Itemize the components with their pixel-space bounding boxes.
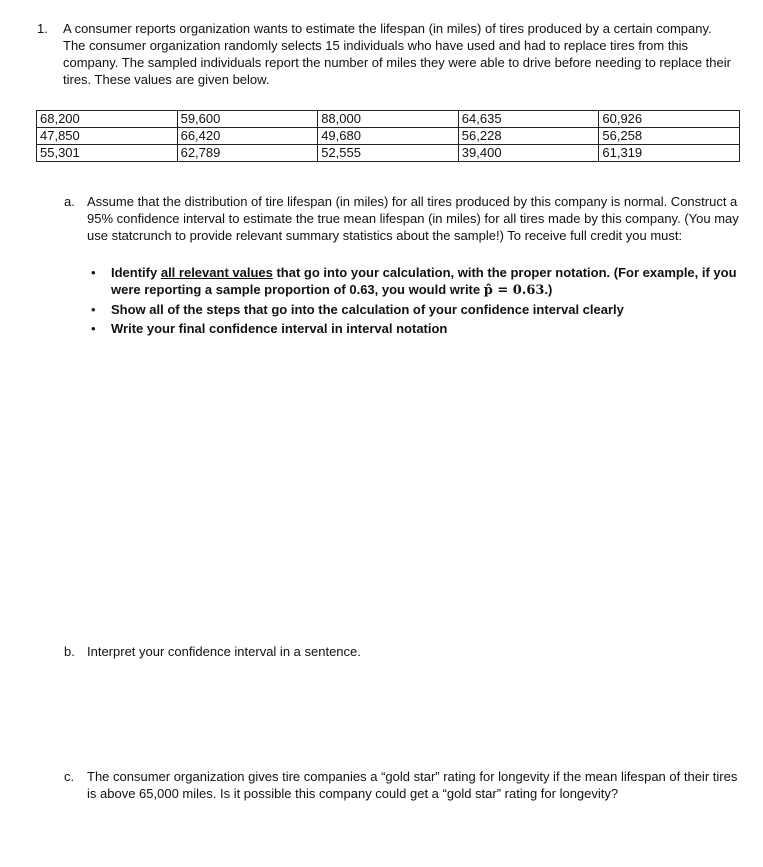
part-c-text: The consumer organization gives tire companies a “gold star” rating for longevity if the mean lifespan of their tires is above 65,000 miles. Is it possible this company could get a “gold star” rating for longevity? [87, 769, 738, 801]
part-a-label: a. [64, 194, 75, 209]
part-a [64, 193, 740, 244]
list-item [87, 301, 742, 318]
table-cell: 60,926 [599, 111, 740, 128]
requirements-list [87, 264, 742, 337]
table-cell: 66,420 [177, 128, 318, 145]
bullet-text: .) [544, 282, 553, 297]
tire-mileage-table [36, 110, 740, 162]
table-cell: 88,000 [318, 111, 459, 128]
bullet-text: Identify [111, 265, 161, 280]
part-b [64, 643, 740, 660]
question-text: A consumer reports organization wants to estimate the lifespan (in miles) of tires produced by a certain company. The consumer organization randomly selects 15 individuals who have used and had to replace tires from this company. The sampled individuals report the number of miles they were able to drive before needing to replace their tires. These values are given below. [63, 21, 731, 87]
question-number: 1. [37, 21, 48, 36]
table-row [37, 145, 740, 162]
table-cell: 49,680 [318, 128, 459, 145]
table-cell: 56,228 [458, 128, 599, 145]
table-cell: 64,635 [458, 111, 599, 128]
part-a-text: Assume that the distribution of tire lifespan (in miles) for all tires produced by this company is normal. Construct a 95% confidence interval to estimate the true mean lifespan (in miles) for all tires made by this company. (You may use statcrunch to provide relevant summary statistics about the sample!) To receive full credit you must: [87, 194, 739, 243]
bullet-icon: • [91, 302, 96, 317]
table-cell: 62,789 [177, 145, 318, 162]
table-row [37, 128, 740, 145]
math-expression: p̂ = 0.63 [483, 283, 545, 298]
part-c [64, 768, 740, 802]
table-cell: 47,850 [37, 128, 178, 145]
table-cell: 56,258 [599, 128, 740, 145]
table-cell: 68,200 [37, 111, 178, 128]
bullet-text: Write your final confidence interval in interval notation [111, 321, 448, 336]
part-c-label: c. [64, 769, 75, 784]
bullet-text: Show all of the steps that go into the calculation of your confidence interval clearly [111, 302, 624, 317]
table-cell: 59,600 [177, 111, 318, 128]
bullet-text: that go into your calculation, with the proper notation. (For example, if you were reporting a sample proportion of 0.63, you would write [111, 265, 737, 297]
table-cell: 39,400 [458, 145, 599, 162]
table-cell: 55,301 [37, 145, 178, 162]
table-cell: 52,555 [318, 145, 459, 162]
bullet-icon: • [91, 321, 96, 336]
part-b-text: Interpret your confidence interval in a sentence. [87, 644, 361, 659]
list-item [87, 264, 742, 299]
table-cell: 61,319 [599, 145, 740, 162]
part-b-label: b. [64, 644, 75, 659]
question-1 [37, 20, 737, 88]
table-row [37, 111, 740, 128]
underlined-text: all relevant values [160, 265, 273, 280]
list-item [87, 320, 742, 337]
bullet-icon: • [91, 265, 96, 280]
